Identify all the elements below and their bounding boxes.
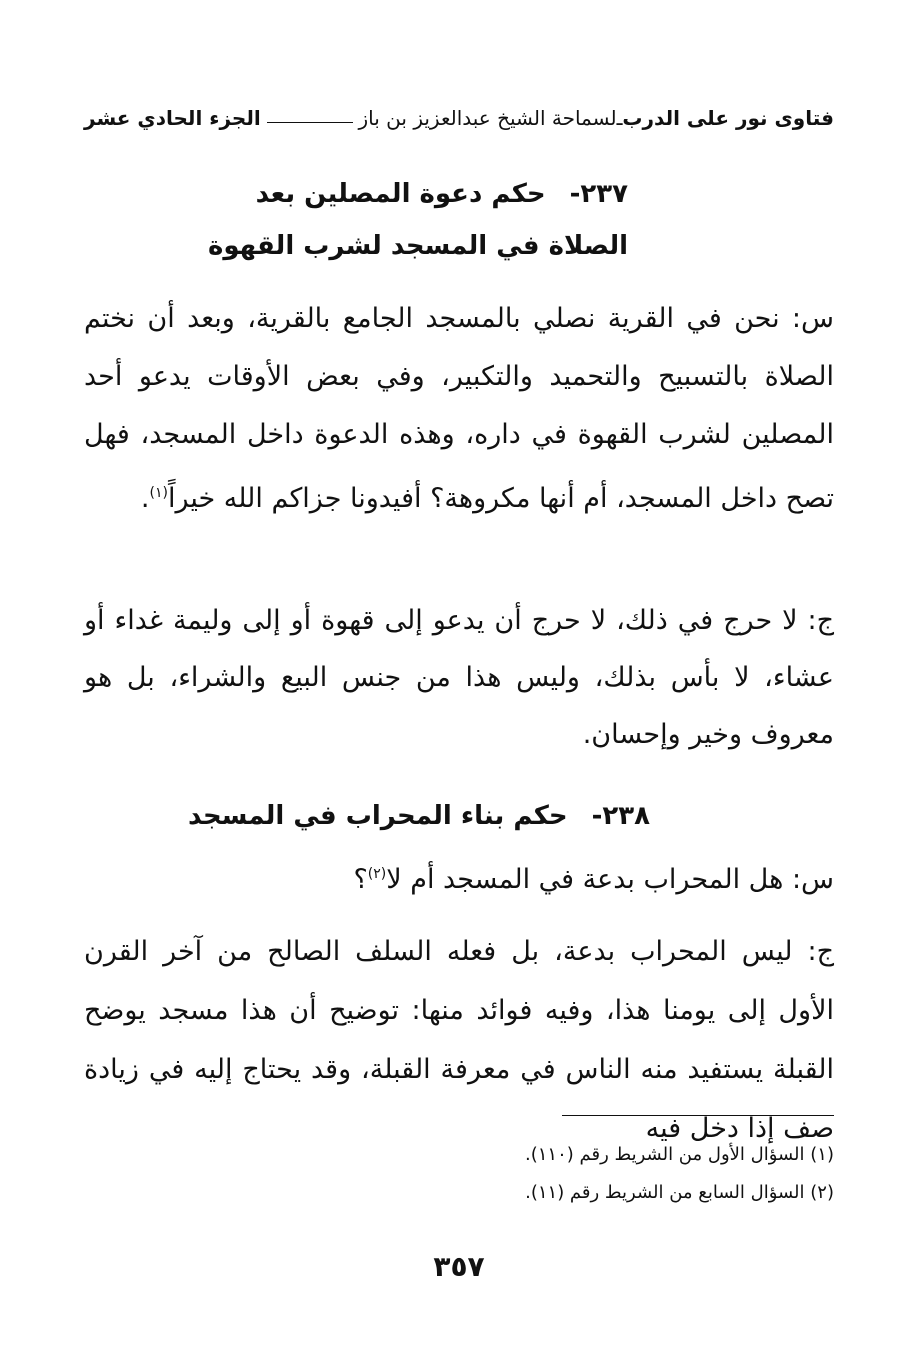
header-dash: ـ [616,106,623,130]
running-header [84,100,834,136]
section-237-question-text: س: نحن في القرية نصلي بالمسجد الجامع بالقرية، وبعد أن نختم الصلاة بالتسبيح والتحميد والتكبير، وفي بعض الأوقات يدعو أحد المصلين لشرب القهوة في داره، وهذه الدعوة داخل المسجد، فهل تصح داخل المسجد، أم أنها مكروهة؟ أفيدونا جزاكم الله خيراً [84,303,834,514]
footnote-ref-1: (١) [149,485,168,501]
footnote-2: (٢) السؤال السابع من الشريط رقم (١١). [525,1182,834,1203]
section-237-heading [208,168,628,272]
section-237-question-end: . [140,483,150,514]
footnote-1: (١) السؤال الأول من الشريط رقم (١١٠). [525,1144,834,1165]
section-237-number: ٢٣٧- [569,179,628,209]
footnote-separator [562,1115,834,1116]
section-238-answer: ج: ليس المحراب بدعة، بل فعله السلف الصالح من آخر القرن الأول إلى يومنا هذا، وفيه فوائد منها: توضيح أن هذا مسجد يوضح القبلة يستفيد منه الناس في معرفة القبلة، وقد يحتاج إليه في زيادة صف إذا دخل فيه [84,936,834,1144]
page-number: ٣٥٧ [433,1250,485,1283]
section-237-title-line2: الصلاة في المسجد لشرب القهوة [208,231,628,261]
header-rule [267,122,353,123]
section-238-question-end: ؟ [353,864,368,895]
section-237-question [84,290,834,528]
footnotes [84,1136,834,1212]
footnote-ref-2: (٢) [367,866,387,882]
section-238-question [84,848,834,906]
book-title: فتاوى نور على الدرب [622,106,834,130]
section-237-title-text: حكم دعوة المصلين بعد [255,179,546,209]
section-237-title-line1 [208,168,628,220]
author-name: لسماحة الشيخ عبدالعزيز بن باز [358,106,617,130]
volume-label: الجزء الحادي عشر [84,106,261,130]
section-237-answer: ج: لا حرج في ذلك، لا حرج أن يدعو إلى قهوة أو إلى وليمة غداء أو عشاء، لا بأس بذلك، وليس هذا من جنس البيع والشراء، بل هو معروف وخير وإحسان. [84,605,834,750]
section-238-title-text: حكم بناء المحراب في المسجد [188,801,568,831]
section-238-question-text: س: هل المحراب بدعة في المسجد أم لا [386,864,834,895]
section-238-heading [188,790,650,842]
section-238-title-line1 [188,790,650,842]
section-238-number: ٢٣٨- [591,801,650,831]
